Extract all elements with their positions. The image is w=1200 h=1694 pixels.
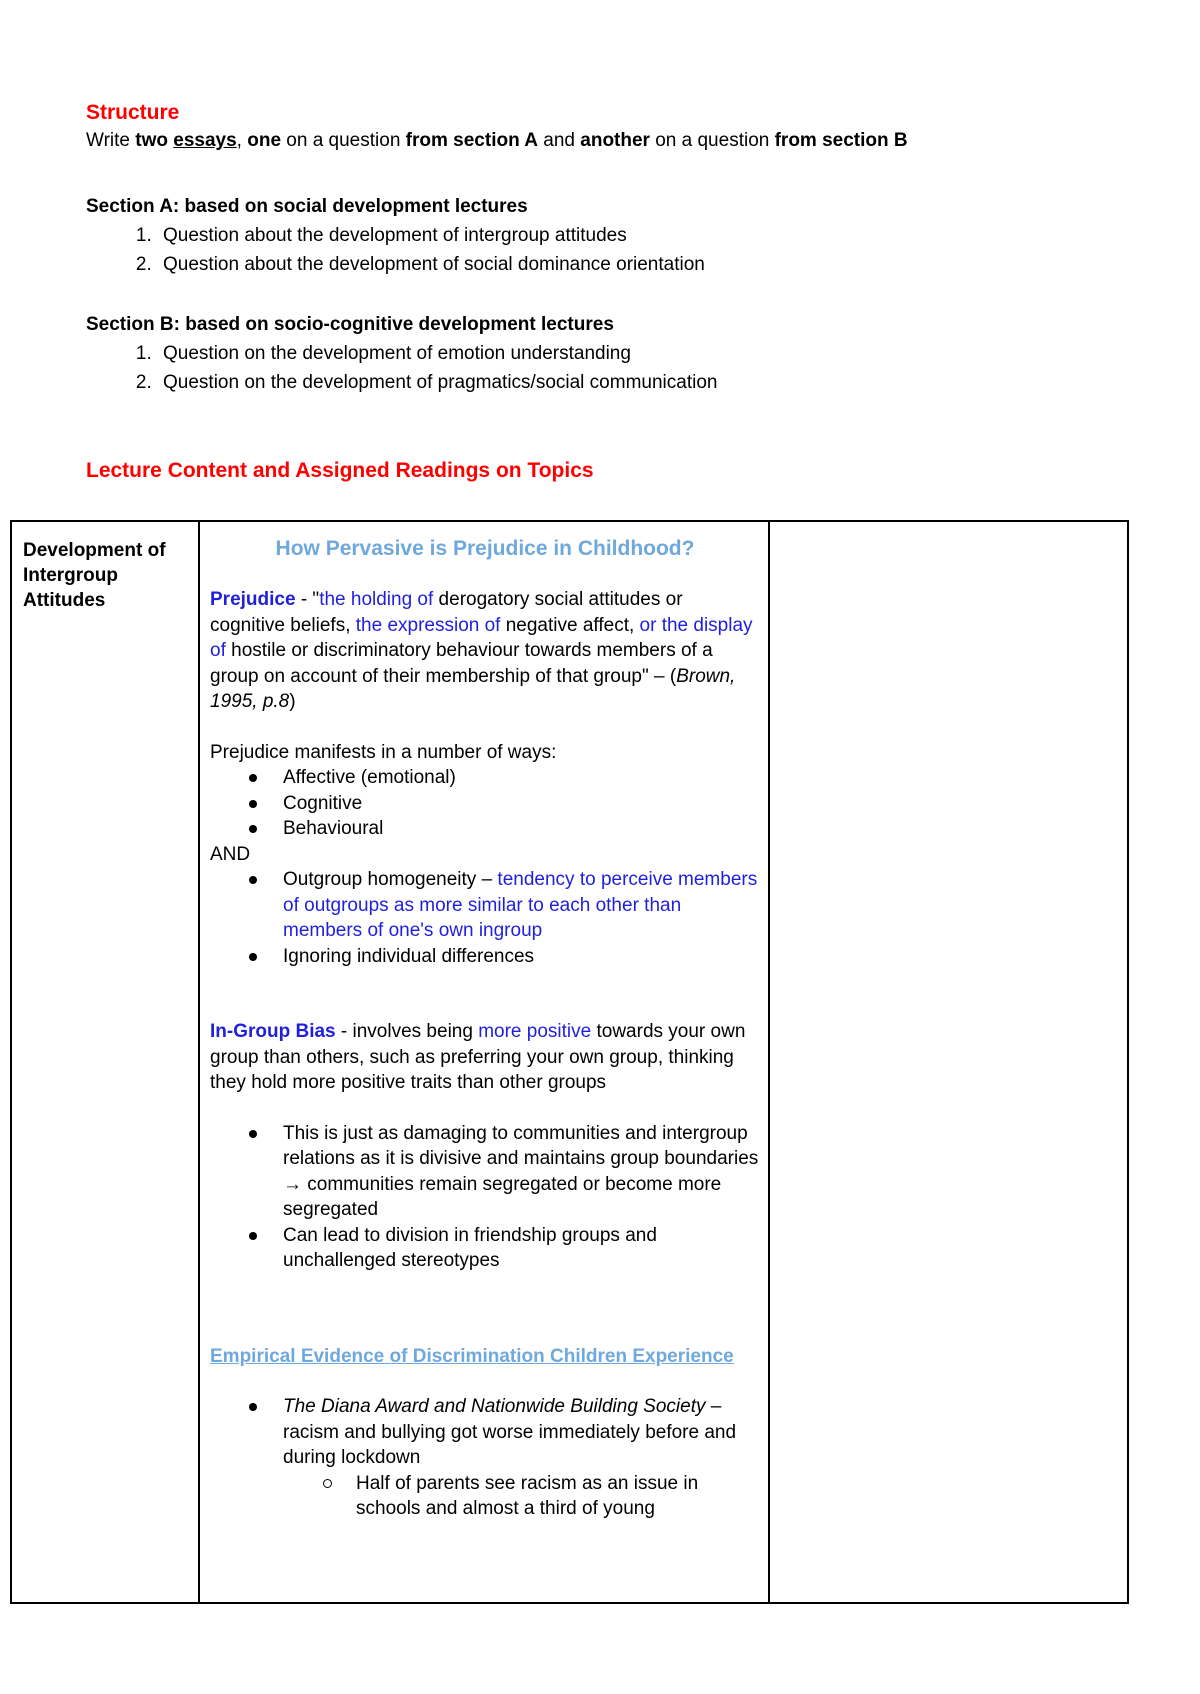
list-item: Behavioural	[283, 816, 760, 842]
notes-cell	[769, 521, 1128, 1603]
list-item: This is just as damaging to communities and intergroup relations as it is divisive and maintains group boundaries → communities remain segregated or become more segregated	[283, 1121, 760, 1223]
content-title: How Pervasive is Prejudice in Childhood?	[275, 537, 695, 560]
ingroup-points	[210, 1121, 760, 1274]
list-item: Can lead to division in friendship groups and unchallenged stereotypes	[283, 1223, 760, 1274]
manifests-list	[210, 765, 760, 842]
list-item: 2. Question about the development of social dominance orientation	[157, 250, 1166, 279]
structure-instruction: Write two essays, one on a question from section A and another on a question from section B	[86, 130, 908, 151]
list-item: Outgroup homogeneity – tendency to perceive members of outgroups as more similar to each other than members of one's own ingroup	[283, 867, 760, 944]
section-a-list	[86, 221, 1166, 279]
section-a-heading: Section A: based on social development lectures	[86, 196, 528, 217]
content-cell	[199, 521, 769, 1603]
list-item: 1. Question about the development of intergroup attitudes	[157, 221, 1166, 250]
and-label: AND	[210, 843, 251, 865]
prejudice-definition: Prejudice - "the holding of derogatory social attitudes or cognitive beliefs, the expression of negative affect, or the display of hostile or discriminatory behaviour towards members of a group on account of their membership of that group" – (Brown, 1995, p.8)	[210, 589, 753, 712]
topics-table	[10, 520, 1129, 1604]
list-item: The Diana Award and Nationwide Building Society – racism and bullying got worse immediately before and during lockdown Half of parents see racism as an issue in schools and almost a third of young	[283, 1394, 760, 1522]
ingroup-definition: In-Group Bias - involves being more positive towards your own group than others, such as preferring your own group, thinking they hold more positive traits than other groups	[210, 1021, 746, 1093]
section-b-heading: Section B: based on socio-cognitive development lectures	[86, 314, 614, 335]
manifests-intro: Prejudice manifests in a number of ways:	[210, 741, 557, 763]
lecture-title: Lecture Content and Assigned Readings on Topics	[86, 459, 594, 482]
table-row	[11, 521, 1128, 1603]
section-b-list	[86, 339, 1166, 397]
section-a	[86, 192, 1166, 279]
topic-cell	[11, 521, 199, 1603]
list-item: Cognitive	[283, 791, 760, 817]
list-item: Half of parents see racism as an issue in schools and almost a third of young	[356, 1471, 760, 1522]
sub-list	[283, 1471, 760, 1522]
list-item: Ignoring individual differences	[283, 944, 760, 970]
empirical-evidence-link[interactable]: Empirical Evidence of Discrimination Children Experience	[210, 1345, 734, 1367]
section-b	[86, 310, 1166, 397]
evidence-list	[210, 1394, 760, 1522]
topic-label: Development of Intergroup Attitudes	[23, 540, 166, 611]
structure-heading: Structure	[86, 101, 180, 124]
list-item: Affective (emotional)	[283, 765, 760, 791]
list-item: 1. Question on the development of emotion understanding	[157, 339, 1166, 368]
outgroup-list	[210, 867, 760, 969]
list-item: 2. Question on the development of pragmatics/social communication	[157, 368, 1166, 397]
structure-section	[86, 101, 1166, 155]
